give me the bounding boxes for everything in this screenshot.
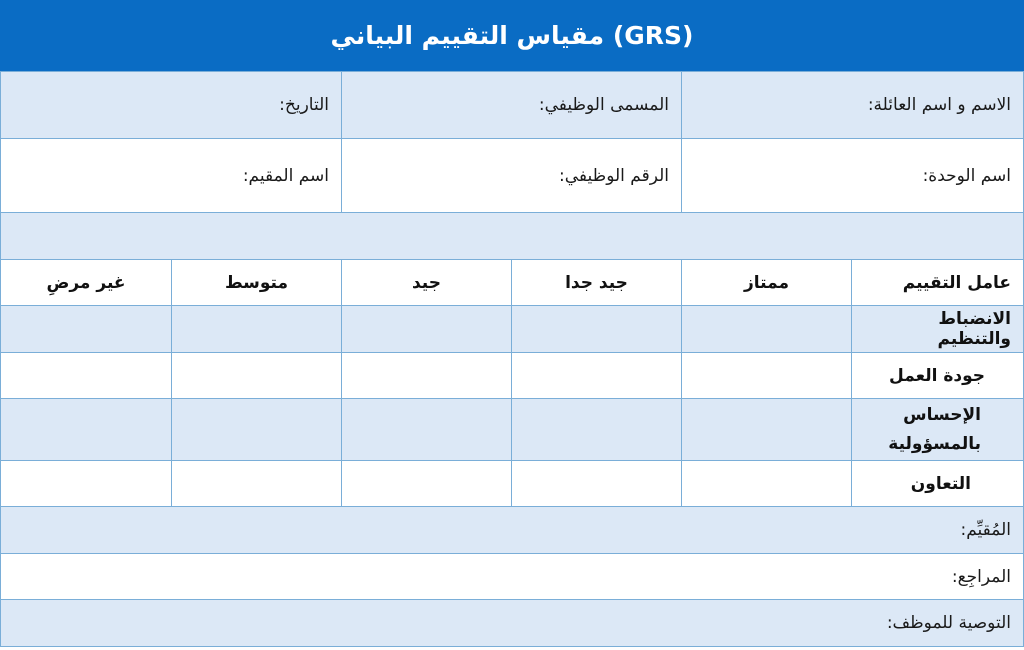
reviewer-field[interactable] [0,553,1024,600]
recommendation-field[interactable] [0,599,1024,647]
job-number-label: الرقم الوظيفي: [559,165,669,186]
rating-cell[interactable] [0,352,172,399]
rating-cell[interactable] [171,305,342,353]
spacer-row [0,212,1024,260]
row-factor-discipline [851,305,1024,353]
rating-cell[interactable] [171,352,342,399]
job-title-label: المسمى الوظيفي: [538,95,669,115]
evaluator-name-field[interactable] [0,138,342,213]
date-field[interactable] [0,71,342,139]
reviewer-label: المراجِع: [951,566,1011,587]
job-number-field[interactable] [341,138,682,213]
rating-cell[interactable] [681,352,852,399]
header-excellent-label: ممتاز [743,272,790,293]
header-factor-label: عامل التقييم [902,272,1011,293]
rating-cell[interactable] [0,305,172,353]
rating-cell[interactable] [171,398,342,461]
row-factor-cooperation [851,460,1024,507]
rating-cell[interactable] [511,305,682,353]
header-average [171,259,342,306]
rating-cell[interactable] [341,398,512,461]
rating-cell[interactable] [0,460,172,507]
unit-label: اسم الوحدة: [922,165,1011,186]
factor-responsibility-label: الإحساس بالمسؤولية [888,404,981,454]
date-label: التاريخ: [279,95,329,115]
rating-cell[interactable] [341,352,512,399]
rating-cell[interactable] [681,398,852,461]
recommendation-label: التوصية للموظف: [886,613,1011,633]
header-good-label: جيد [411,272,441,293]
header-average-label: متوسط [224,272,289,293]
name-label: الاسم و اسم العائلة: [867,95,1011,115]
header-factor [851,259,1024,306]
form-title: مقياس التقييم البياني (GRS) [330,21,694,50]
header-good [341,259,512,306]
row-factor-work-quality [851,352,1024,399]
rating-cell[interactable] [511,352,682,399]
factor-work-quality-label: جودة العمل [889,365,985,386]
rating-cell[interactable] [341,460,512,507]
rating-cell[interactable] [171,460,342,507]
row-factor-responsibility [851,398,1024,461]
header-very-good-label: جيد جدا [565,272,628,293]
rating-cell[interactable] [511,398,682,461]
evaluator-label: المُقيِّم: [960,520,1011,540]
evaluator-name-label: اسم المقيم: [242,165,329,186]
unit-field[interactable] [681,138,1024,213]
factor-discipline-label: الانضباط والتنظيم [937,309,1011,349]
header-unsatisfactory [0,259,172,306]
job-title-field[interactable] [341,71,682,139]
rating-cell[interactable] [511,460,682,507]
evaluator-field[interactable] [0,506,1024,554]
factor-cooperation-label: التعاون [910,473,971,494]
rating-cell[interactable] [681,305,852,353]
form-header [0,0,1024,71]
name-field[interactable] [681,71,1024,139]
header-unsatisfactory-label: غير مرضِ [46,272,126,293]
rating-cell[interactable] [681,460,852,507]
rating-cell[interactable] [0,398,172,461]
header-very-good [511,259,682,306]
rating-cell[interactable] [341,305,512,353]
header-excellent [681,259,852,306]
